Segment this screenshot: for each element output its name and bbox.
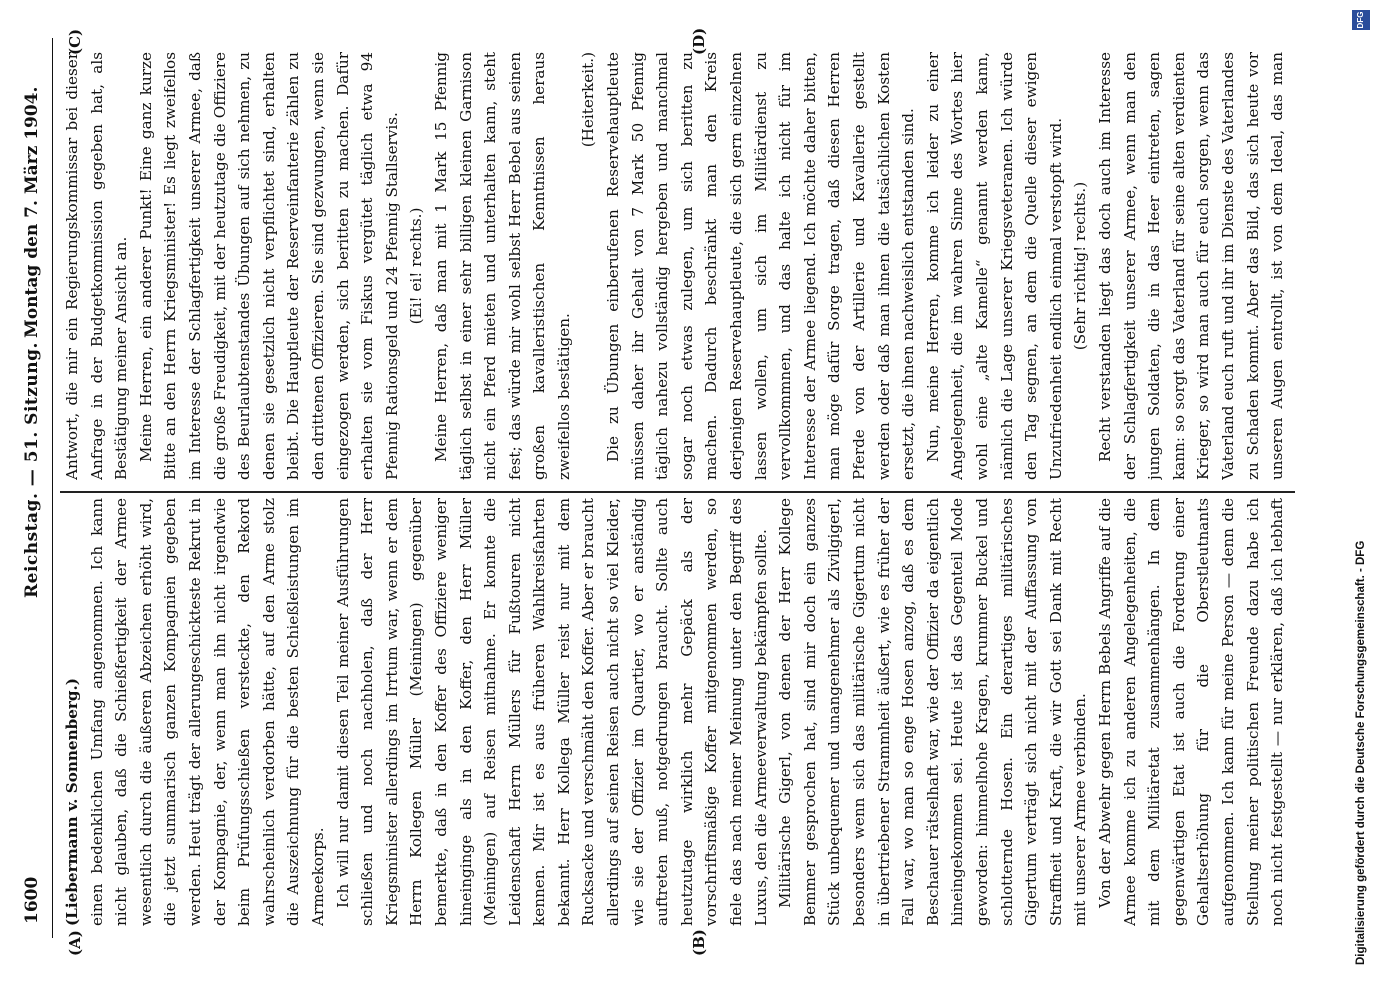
page-header [14, 38, 53, 938]
margin-mark-c: (C) [66, 28, 84, 55]
paragraph: Recht verstanden liegt das doch auch im Interesse der Schlagfertigkeit unserer Armee, wenn man den jungen Soldaten, die in das Heer eintreten, sagen kann: so sorgt das Vaterland für seine alten verdienten Krieger, so wird man auch für euch sorgen, wenn das Vaterland euch ruft und ihr im Dienste des Vaterlandes zu Schaden kommt. Aber das Bild, das sich heute vor unseren Augen entrollt, ist von dem Ideal, das man [1095, 52, 1287, 480]
paragraph: Die zu Übungen einberufenen Reservehauptleute müssen daher ihr Gehalt von 7 Mark 50 Pfennig täglich nahezu vollständig hergeben und manchmal sogar noch etwas zulegen, um sich beritten zu machen. Dadurch beschränkt man den Kreis derjenigen Reservehauptleute, die sich gern einzelnen lassen wollen, um sich im Militärdienst zu vervollkommnen, und das halte ich nicht für im Interesse der Armee liegend. Ich möchte daher bitten, man möge dafür Sorge tragen, daß diesen Herren Pferde von der Artillerie und Kavallerie gestellt werden oder daß man ihnen die tatsächlichen Kosten ersetzt, die ihnen nachweislich entstanden sind. [604, 52, 918, 480]
paragraph: einen bedenklichen Umfang angenommen. Ich kann nicht glauben, daß die Schießfertigkeit der Armee wesentlich durch die äußeren Abzeichen erhöht wird, die jetzt summarisch ganzen Kompagnien gegeben werden. Heut trägt der allerungeschickteste Rekrut in der Kompagnie, der, wenn man ihn nicht irgendwie beim Prüfungsschießen versteckte, den Rekord wahrscheinlich verdorben hätte, auf den Arme stolz die Auszeichnung für die besten Schießleistungen im Armeekorps. [87, 498, 327, 926]
paragraph: Von der Abwehr gegen Herrn Bebels Angriffe auf die Armee komme ich zu anderen Angelegenheiten, die mit dem Militäretat zusammenhängen. In dem gegenwärtigen Etat ist auch die Forderung einer Gehaltserhöhung für die Oberstleutnants aufgenommen. Ich kann für meine Person — denn die Stellung meiner politischen Freunde dazu habe ich noch nicht festgestellt — nur erklären, daß ich lebhaft [1095, 498, 1287, 926]
paragraph: Meine Herren, daß man mit 1 Mark 15 Pfennig täglich selbst in einer sehr billigen kleinen Garnison nicht ein Pferd mieten und unterhalten kann, steht fest; das würde mir wohl selbst Herr Bebel aus seinen großen kavalleristischen Kenntnissen heraus zweifellos bestätigen. [431, 52, 573, 480]
paragraph: Militärische Gigerl, von denen der Herr Kollege Bemmer gesprochen hat, sind mir doch ein ganzes Stück unbequemer und unangenehmer als Zivilgigerl, besonders wenn sich das militärische Gigertum nicht in übertriebener Strammheit äußert, wie es früher der Fall war, wo man so enge Hosen anzog, daß es dem Beschauer rätselhaft war, wie der Offizier da eigentlich hineingekommen sei. Heute ist das Gegenteil Mode geworden: himmelhohe Kragen, krummer Buckel und schlotternde Hosen. Ein derartiges militärisches Gigertum verträgt sich nicht mit der Auffassung von Straffheit und Kraft, die wir Gott sei Dank mit Recht mit unserer Armee verbinden. [776, 498, 1090, 926]
paragraph: Nun, meine Herren, komme ich leider zu einer Angelegenheit, die im wahren Sinne des Wortes hier wohl eine „alte Kamelle“ genannt werden kann, nämlich die Lage unserer Kriegsveteranen. Ich würde den Tag segnen, an dem die Quelle dieser ewigen Unzufriedenheit endlich einmal verstopft wird. [923, 52, 1065, 480]
right-column [60, 52, 1290, 480]
margin-mark-a: (A) [66, 930, 84, 956]
left-column [60, 498, 1290, 926]
dfg-logo: DFG [1352, 10, 1370, 30]
interjection: (Heiterkeit.) [579, 52, 598, 148]
paragraph: Antwort, die mir ein Regierungskommissar bei dieser Anfrage in der Budgetkommission gegeben hat, als Bestätigung meiner Ansicht an. [63, 52, 131, 480]
digitization-credit: Digitalisierung gefördert durch die Deutsche Forschungsgemeinschaft. - DFG [1355, 540, 1367, 965]
interjection: (Sehr richtig! rechts.) [1071, 181, 1090, 351]
column-divider [60, 492, 1295, 494]
margin-mark-b: (B) [690, 929, 708, 956]
paragraph: Ich will nur damit diesen Teil meiner Ausführungen schließen und noch nachholen, daß der Herr Kriegsminister allerdings im Irrtum war, wenn er dem Herrn Kollegen Müller (Meiningen) gegenüber bemerkte, daß in den Koffer des Offiziere weniger hineinginge als in den Koffer, den Herr Müller (Meiningen) auf Reisen mitnahme. Er konnte die Leidenschaft Herrn Müllers für Fußtouren nicht kennen. Mir ist es aus früheren Wahlkreisfahrten bekannt. Herr Kollega Müller reist nur mit dem Rucksacke und verschmäht den Koffer. Aber er braucht allerdings auf seinen Reisen auch nicht so viel Kleider, wie sie der Offizier im Quartier, wo er anständig auftreten muß, notgedrungen braucht. Sollte auch heutzutage wirklich mehr Gepäck als der vorschriftsmäßige Koffer mitgenommen werden, so fiele das nach meiner Meinung unter den Begriff des Luxus, den die Armeeverwaltung bekämpfen sollte. [333, 498, 770, 926]
session-title: Reichstag. — 51. Sitzung. [22, 342, 42, 598]
session-date: Montag den 7. März 1904. [22, 86, 42, 338]
speaker-name: (Liebermann v. Sonnenberg.) [63, 678, 81, 926]
page-number: 1600 [22, 876, 42, 924]
paragraph: Meine Herren, ein anderer Punkt! Eine ganz kurze Bitte an den Herrn Kriegsminister! Es liegt zweifellos im Interesse der Schlagfertigkeit unserer Armee, daß die große Freudigkeit, mit der heutzutage die Offiziere des Beurlaubtenstandes Übungen auf sich nehmen, zu denen sie gesetzlich nicht verpflichtet sind, erhalten bleibt. Die Hauptleute der Reserveinfanterie zählen zu den drittenen Offizieren. Sie sind gezwungen, wenn sie eingezogen werden, sich beritten zu machen. Dafür erhalten sie vom Fiskus vergütet täglich etwa 94 Pfennig Rationsgeld und 24 Pfennig Stallservis. [136, 52, 401, 480]
interjection: (Ei! ei! rechts.) [407, 207, 426, 325]
margin-mark-d: (D) [690, 27, 708, 55]
